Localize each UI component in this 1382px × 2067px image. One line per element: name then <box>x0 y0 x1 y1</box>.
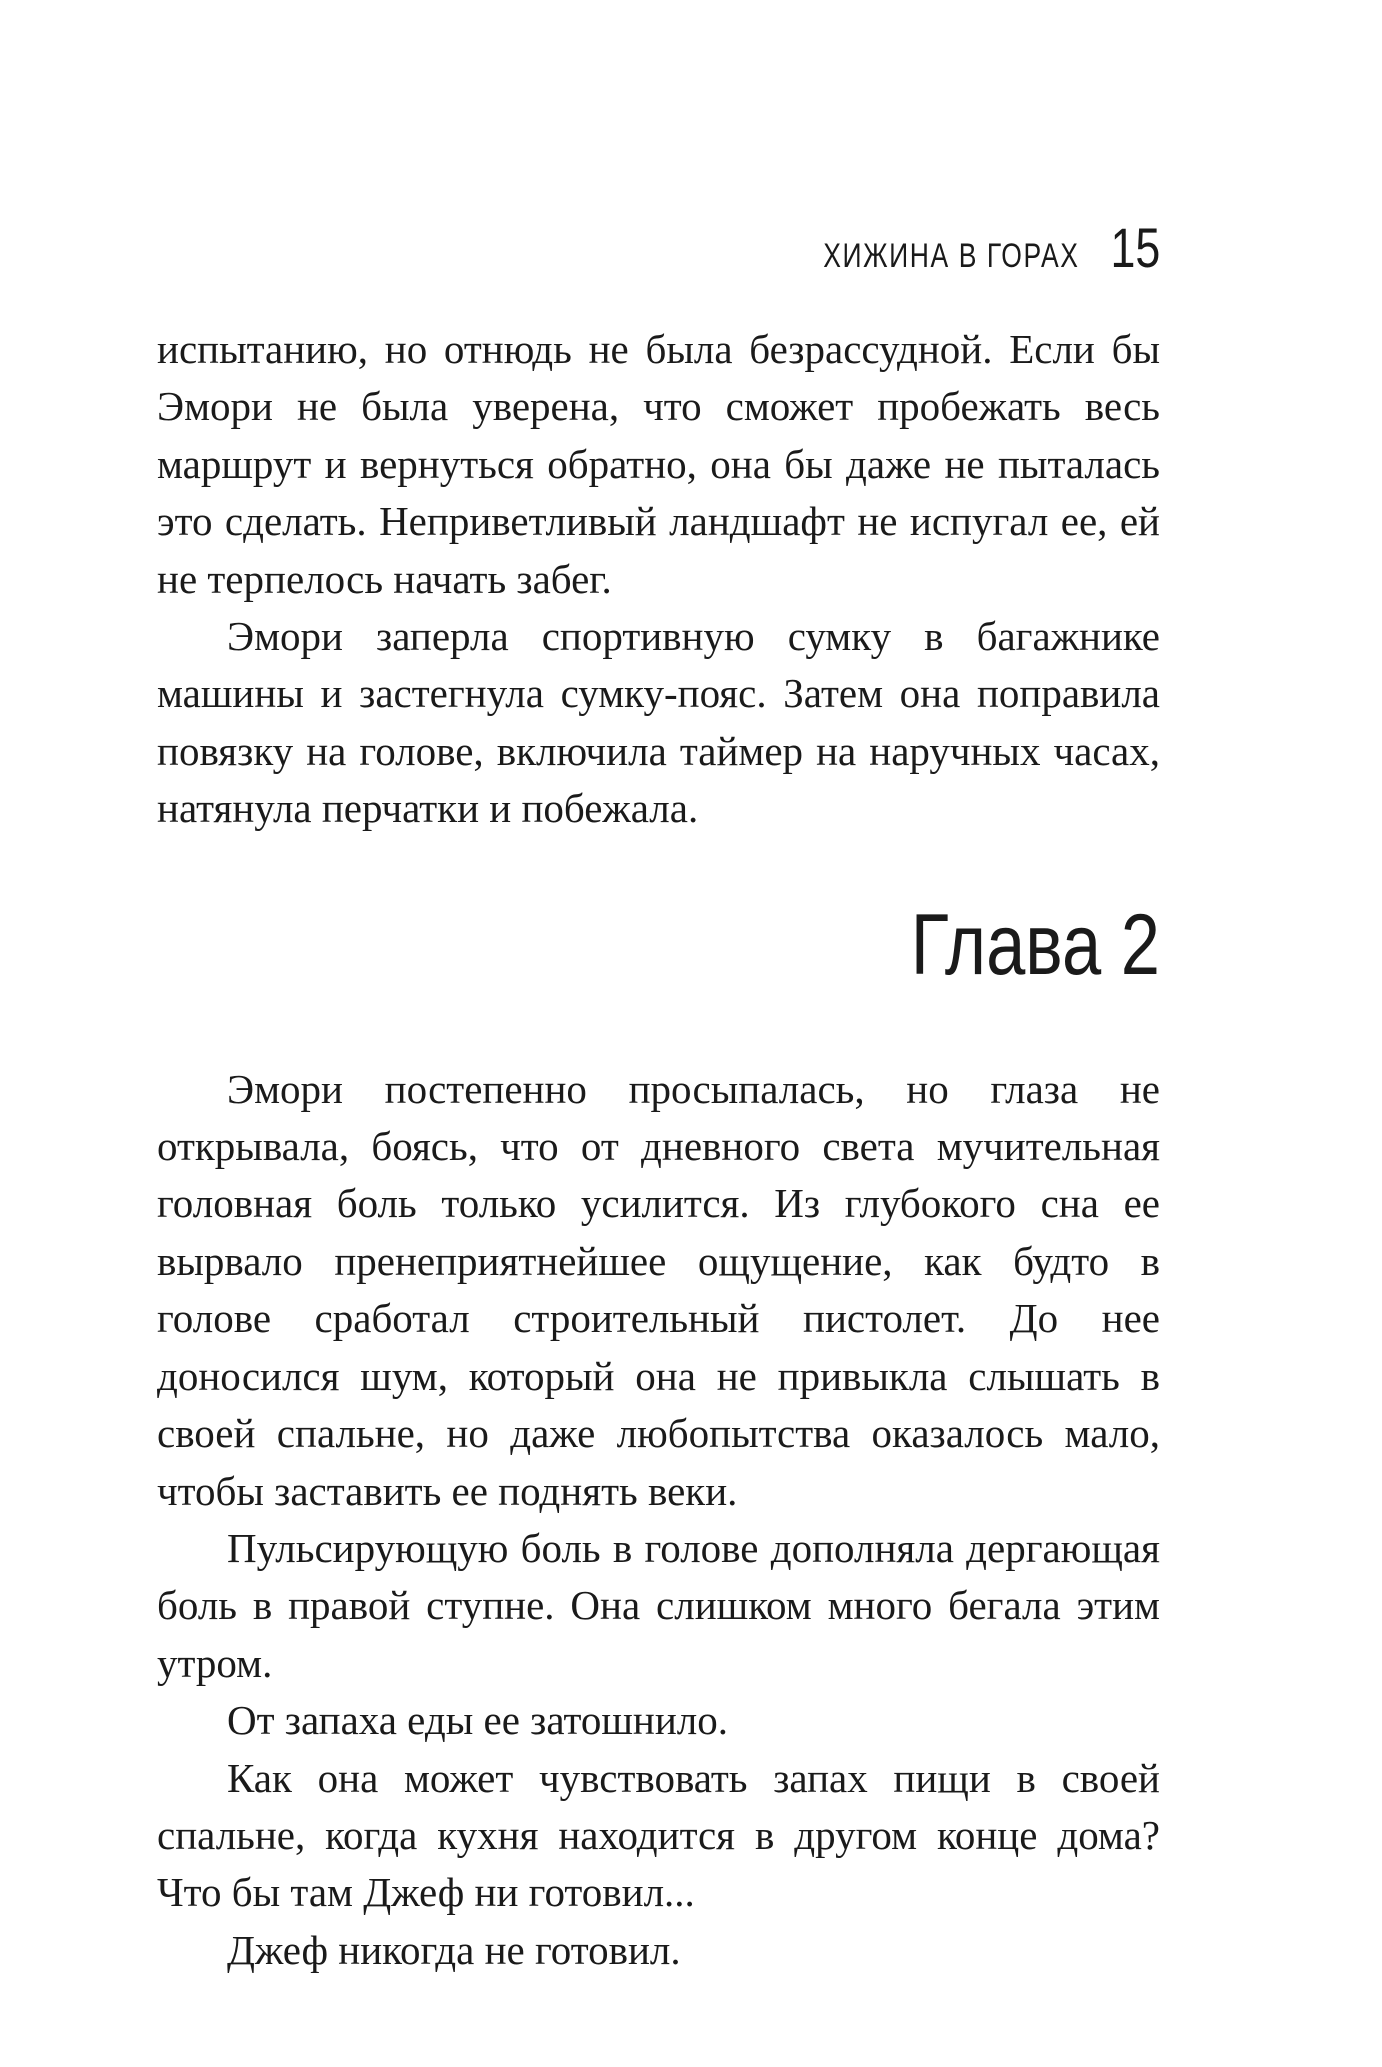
chapter-body <box>157 1061 1160 1980</box>
chapter-title: Глава 2 <box>910 896 1160 993</box>
paragraph: Эмори заперла спортивную сумку в багажнике машины и застегнула сумку-пояс. Затем она поправила повязку на голове, включила таймер на наручных часах, натянула перчатки и побежала. <box>157 613 1160 832</box>
running-title: ХИЖИНА В ГОРАХ <box>823 237 1080 275</box>
running-header <box>157 215 1160 285</box>
book-page <box>157 215 1160 1979</box>
paragraph: Эмори постепенно просыпалась, но глаза не открывала, боясь, что от дневного света мучительная головная боль только усилится. Из глубокого сна ее вырвало пренеприятнейшее ощущение, как будто в голове сработал строительный пистолет. До нее доносился шум, который она не привыкла слышать в своей спальне, но даже любопытства оказалось мало, чтобы заставить ее поднять веки. <box>157 1065 1160 1514</box>
paragraph: Пульсирующую боль в голове дополняла дергающая боль в правой ступне. Она слишком много бегала этим утром. <box>157 1524 1160 1686</box>
previous-chapter-ending <box>157 321 1160 838</box>
paragraph-continued: испытанию, но отнюдь не была безрассудной. Если бы Эмори не была уверена, что сможет пробежать весь маршрут и вернуться обратно, она бы даже не пыталась это сделать. Неприветливый ландшафт не испугал ее, ей не терпелось начать забег. <box>157 326 1160 602</box>
page-number: 15 <box>1110 216 1160 279</box>
paragraph: Как она может чувствовать запах пищи в своей спальне, когда кухня находится в другом конце дома? Что бы там Джеф ни готовил... <box>157 1754 1160 1916</box>
paragraph: От запаха еды ее затошнило. <box>227 1697 729 1744</box>
paragraph: Джеф никогда не готовил. <box>227 1926 681 1973</box>
